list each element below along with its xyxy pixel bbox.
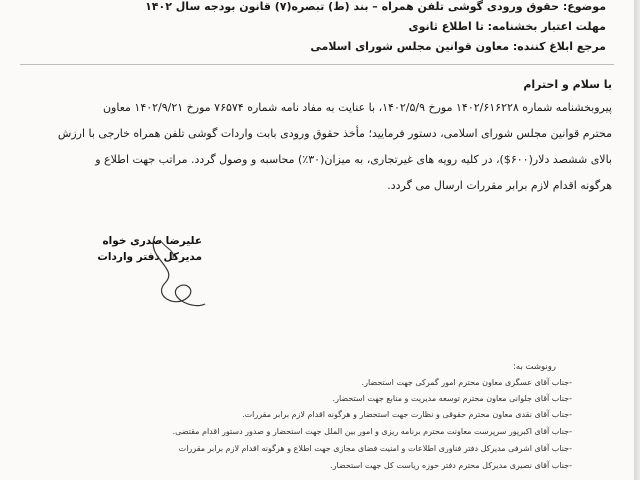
issuer-line: مرجع ابلاغ کننده: معاون قوانین مجلس شورای اسلامی <box>310 40 606 53</box>
handwritten-signature <box>135 228 225 318</box>
cc-heading: رونوشت به: <box>513 362 556 372</box>
signatory-name: علیرضا صدری خواه <box>102 235 202 247</box>
cc-item: -جناب آقای اکبرپور سرپرست معاونت محترم برنامه ریزی و امور بین الملل جهت استحضار و صدور دستور اقدام مقتضی. <box>172 427 572 436</box>
page-edge <box>634 0 640 480</box>
body-line-4: هرگونه اقدام لازم برابر مقررات ارسال می گردد. <box>387 179 612 192</box>
cc-item: -جناب آقای عسگری معاون محترم امور گمرکی جهت استحضار. <box>361 378 572 387</box>
cc-item: -جناب آقای جلوانی معاون محترم توسعه مدیریت و منابع جهت استحضار. <box>332 394 572 403</box>
signatory-title: مدیرکل دفتر واردات <box>97 251 202 263</box>
body-line-1: پیروبخشنامه شماره ۱۴۰۲/۶۱۶۲۲۸ مورخ ۱۴۰۲/۵/۹، با عنایت به مفاد نامه شماره ۷۶۵۷۴ مورخ ۱۴۰۲/۹/۲۱ معاون <box>102 101 612 114</box>
body-line-3: بالای ششصد دلار(۶۰۰$)، در کلیه رویه های غیرتجاری، به میزان(۳۰٪) محاسبه و وصول گردد. مراتب جهت اطلاع و <box>95 153 612 166</box>
cc-item: -جناب آقای نقدی معاون محترم حقوقی و نظارت جهت استحضار و هرگونه اقدام لازم برابر مقررات. <box>242 410 572 419</box>
cc-item: -جناب آقای اشرفی مدیرکل دفتر فناوری اطلاعات و امنیت فضای مجازی جهت اطلاع و هرگونه اقدام لازم برابر مقررات <box>178 444 572 453</box>
greeting: با سلام و احترام <box>523 78 612 91</box>
body-line-2: محترم قوانین مجلس شورای اسلامی، دستور فرمایید؛ مأخذ حقوق ورودی بابت واردات گوشی تلفن همراه خارجی با ارزش <box>57 127 612 140</box>
subject-line: موضوع: حقوق ورودی گوشی تلفن همراه – بند (ط) تبصره(۷) قانون بودجه سال ۱۴۰۲ <box>145 0 606 13</box>
header-divider <box>20 64 614 65</box>
deadline-line: مهلت اعتبار بخشنامه: تا اطلاع ثانوی <box>408 20 606 33</box>
cc-item: -جناب آقای نصیری مدیرکل محترم دفتر حوزه ریاست کل جهت استحضار. <box>330 461 572 470</box>
